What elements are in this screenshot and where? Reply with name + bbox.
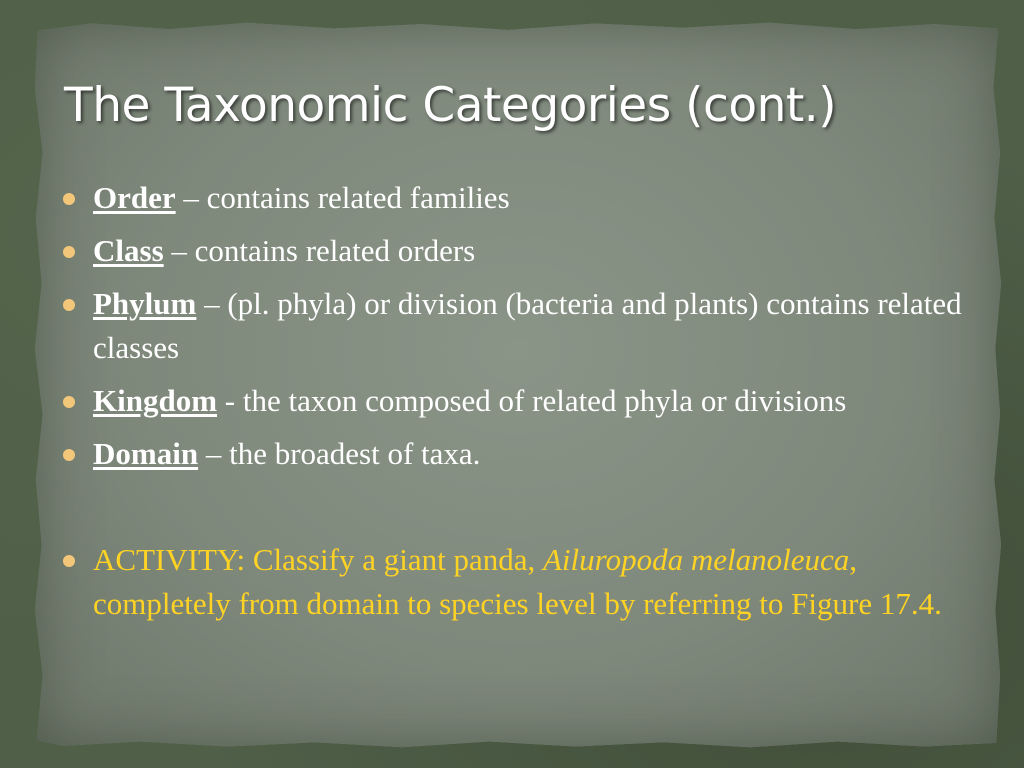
activity-suffix: , completely from domain to species level by referring to Figure 17.4. <box>93 542 942 621</box>
bullet-dot-icon <box>63 555 75 567</box>
list-spacer <box>62 485 962 538</box>
bullet-dot-icon <box>63 193 75 205</box>
bullet-order <box>62 176 962 220</box>
definition-order: – contains related families <box>175 180 510 215</box>
activity-species-name: Ailuropoda melanoleuca <box>543 542 850 577</box>
definition-domain: – the broadest of taxa. <box>198 436 481 471</box>
term-class: Class <box>93 233 164 268</box>
definition-phylum: – (pl. phyla) or division (bacteria and plants) contains related classes <box>93 286 962 365</box>
bullet-activity <box>62 538 962 626</box>
bullet-list <box>62 176 962 635</box>
bullet-class <box>62 229 962 273</box>
bullet-domain <box>62 432 962 476</box>
bullet-dot-icon <box>63 299 75 311</box>
slide-title: The Taxonomic Categories (cont.) <box>64 78 837 133</box>
bullet-dot-icon <box>63 396 75 408</box>
bullet-dot-icon <box>63 449 75 461</box>
activity-prefix: ACTIVITY: Classify a giant panda, <box>93 542 543 577</box>
term-order: Order <box>93 180 176 215</box>
definition-kingdom: - the taxon composed of related phyla or divisions <box>217 383 847 418</box>
definition-class: – contains related orders <box>163 233 476 268</box>
bullet-phylum <box>62 282 962 370</box>
bullet-dot-icon <box>63 246 75 258</box>
bullet-kingdom <box>62 379 962 423</box>
term-domain: Domain <box>93 436 199 471</box>
term-phylum: Phylum <box>93 286 197 321</box>
term-kingdom: Kingdom <box>93 383 218 418</box>
